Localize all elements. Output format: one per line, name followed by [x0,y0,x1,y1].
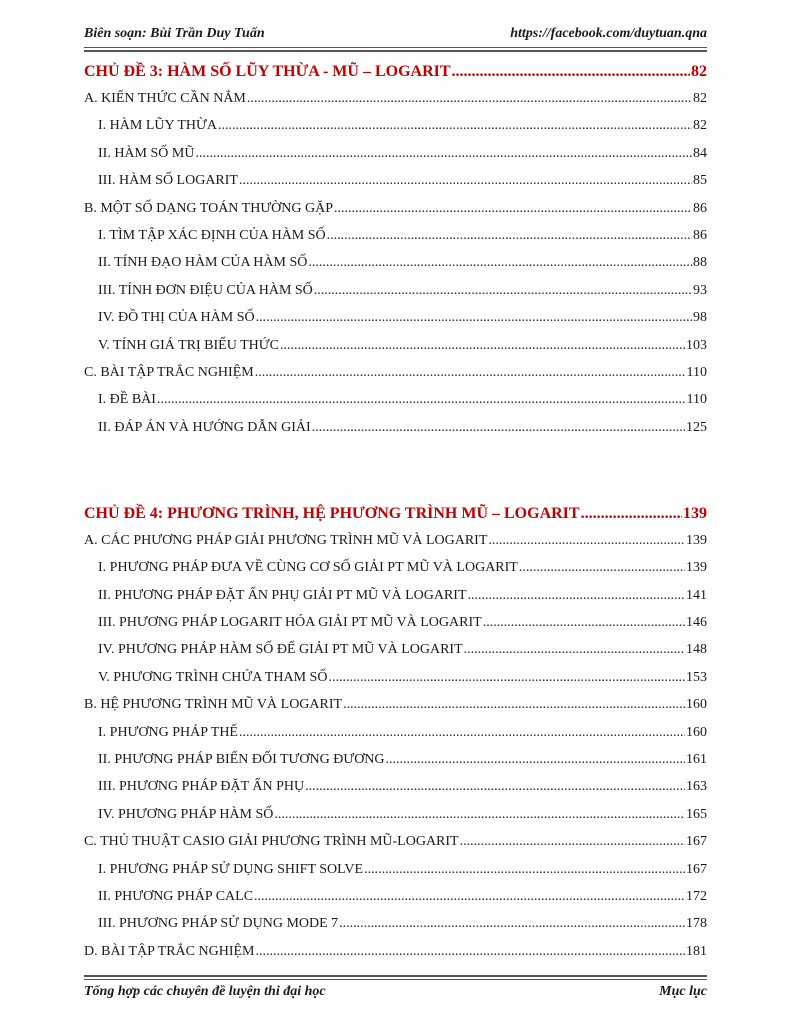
toc-dot-leader [255,943,685,961]
toc-entry-title: A. KIẾN THỨC CẦN NẮM [84,91,246,106]
toc-entry-title: I. PHƯƠNG PHÁP ĐƯA VỀ CÙNG CƠ SỐ GIẢI PT MŨ VÀ LOGARIT [98,560,518,576]
toc-entry[interactable] [84,857,707,879]
header-divider-thick [84,50,707,52]
toc-dot-leader [464,641,685,659]
toc-entry-title: III. PHƯƠNG PHÁP LOGARIT HÓA GIẢI PT MŨ VÀ LOGARIT [98,615,482,630]
toc-dot-leader [460,833,685,851]
toc-entry[interactable] [84,278,707,300]
toc-page-number: 139 [683,504,707,522]
toc-dot-leader [255,364,686,382]
toc-dot-leader [452,63,690,81]
toc-dot-leader [334,200,692,218]
toc-entry-title: V. PHƯƠNG TRÌNH CHỨA THAM SỐ [98,669,328,685]
toc-page-number: 146 [686,615,707,630]
toc-dot-leader [239,172,692,190]
toc-entry[interactable] [84,692,707,714]
toc-entry-title: III. HÀM SỐ LOGARIT [98,173,238,189]
toc-page-number: 98 [693,310,707,326]
toc-entry-title: IV. PHƯƠNG PHÁP HÀM SỐ [98,806,274,822]
toc-entry-title: I. HÀM LŨY THỪA [98,118,217,134]
toc-dot-leader [239,724,685,742]
toc-entry[interactable] [84,555,707,577]
toc-entry[interactable] [84,720,707,742]
toc-page-number: 86 [693,228,707,243]
toc-entry[interactable] [84,113,707,135]
toc-entry[interactable] [84,141,707,163]
footer-book-title: Tổng hợp các chuyên đề luyện thi đại học [84,984,326,999]
toc-entry[interactable] [84,802,707,824]
toc-dot-leader [280,337,685,355]
toc-dot-leader [328,669,685,687]
toc-entry[interactable] [84,939,707,961]
toc-page-number: 165 [686,806,707,822]
toc-entry[interactable] [84,610,707,632]
toc-page-number: 88 [693,255,707,271]
toc-entry-title: C. BÀI TẬP TRẮC NGHIỆM [84,365,254,380]
toc-entry-title: II. TÍNH ĐẠO HÀM CỦA HÀM SỐ [98,255,308,271]
toc-entry-title: III. TÍNH ĐƠN ĐIỆU CỦA HÀM SỐ [98,282,313,298]
toc-entry-title: II. PHƯƠNG PHÁP BIẾN ĐỔI TƯƠNG ĐƯƠNG [98,752,385,767]
toc-dot-leader [483,614,685,632]
toc-page-number: 82 [691,63,707,80]
toc-entry[interactable] [84,747,707,769]
page-footer [84,982,707,1004]
toc-entry[interactable] [84,884,707,906]
toc-page-number: 161 [686,752,707,767]
footer-divider [84,979,707,980]
toc-entry[interactable] [84,360,707,382]
toc-dot-leader [254,888,685,906]
toc-entry[interactable] [84,196,707,218]
header-author: Biên soạn: Bùi Trần Duy Tuấn [84,26,265,41]
toc-dot-leader [218,117,692,135]
toc-dot-leader [195,145,692,163]
toc-dot-leader [519,559,685,577]
toc-dot-leader [314,282,692,300]
toc-page-number: 110 [686,392,707,408]
toc-page-number: 103 [686,337,707,353]
toc-dot-leader [308,254,692,272]
toc-dot-leader [305,778,685,796]
toc-entry-title: I. TÌM TẬP XÁC ĐỊNH CỦA HÀM SỐ [98,228,326,243]
toc-entry-title: II. PHƯƠNG PHÁP ĐẶT ẨN PHỤ GIẢI PT MŨ VÀ LOGARIT [98,587,467,603]
toc-page-number: 84 [693,145,707,161]
toc-entry-title: II. PHƯƠNG PHÁP CALC [98,889,254,904]
toc-entry-title: CHỦ ĐỀ 3: HÀM SỐ LŨY THỪA - MŨ – LOGARIT [84,63,451,80]
toc-dot-leader [327,227,692,245]
toc-entry[interactable] [84,415,707,437]
toc-entry-title: D. BÀI TẬP TRẮC NGHIỆM [84,943,255,959]
toc-page-number: 141 [686,587,707,603]
toc-entry[interactable] [84,387,707,409]
toc-dot-leader [274,806,685,824]
toc-entry-title: III. PHƯƠNG PHÁP SỬ DỤNG MODE 7 [98,916,339,932]
toc-dot-leader [468,587,685,605]
toc-page-number: 163 [686,779,707,795]
toc-page-number: 153 [686,669,707,685]
toc-dot-leader [386,751,685,769]
toc-entry-title: III. PHƯƠNG PHÁP ĐẶT ẨN PHỤ [98,779,305,795]
toc-page-number: 139 [686,560,707,576]
toc-dot-leader [364,861,685,879]
toc-page-number: 167 [686,861,707,877]
toc-page-number: 139 [686,532,707,548]
toc-entry-title: IV. ĐỒ THỊ CỦA HÀM SỐ [98,310,255,326]
toc-page-number: 160 [686,724,707,740]
toc-entry[interactable] [84,86,707,108]
toc-page-number: 82 [693,118,707,134]
toc-page-number: 93 [693,282,707,298]
footer-divider-thick [84,975,707,977]
toc-dot-leader [157,391,686,409]
toc-entry-title: II. ĐÁP ÁN VÀ HƯỚNG DẪN GIẢI [98,419,311,435]
toc-page-number: 148 [686,642,707,658]
toc-page-number: 86 [693,200,707,216]
toc-page-number: 82 [693,91,707,106]
toc-entry-title: IV. PHƯƠNG PHÁP HÀM SỐ ĐỂ GIẢI PT MŨ VÀ LOGARIT [98,642,463,658]
toc-entry[interactable] [84,774,707,796]
toc-entry[interactable] [84,665,707,687]
toc-dot-leader [247,90,692,108]
page-header [84,24,707,46]
toc-entry[interactable] [84,911,707,933]
toc-entry[interactable] [84,250,707,272]
toc-dot-leader [488,532,685,550]
toc-dot-leader [256,309,692,327]
header-divider [84,47,707,48]
toc-entry[interactable] [84,637,707,659]
toc-entry-title: I. ĐỀ BÀI [98,392,156,408]
toc-chapter-entry[interactable] [84,55,707,81]
toc-page-number: 160 [686,697,707,713]
toc-chapter-entry[interactable] [84,497,707,523]
toc-entry-title: B. HỆ PHƯƠNG TRÌNH MŨ VÀ LOGARIT [84,697,343,713]
toc-dot-leader [581,505,682,523]
toc-entry[interactable] [84,305,707,327]
toc-entry[interactable] [84,829,707,851]
toc-entry-title: I. PHƯƠNG PHÁP SỬ DỤNG SHIFT SOLVE [98,861,364,877]
toc-page-number: 167 [686,834,707,850]
toc-page-number: 178 [686,916,707,932]
footer-section: Mục lục [659,984,707,999]
toc-entry-title: C. THỦ THUẬT CASIO GIẢI PHƯƠNG TRÌNH MŨ-LOGARIT [84,834,459,850]
toc-entry[interactable] [84,528,707,550]
toc-page-number: 110 [686,365,707,380]
toc-entry-title: CHỦ ĐỀ 4: PHƯƠNG TRÌNH, HỆ PHƯƠNG TRÌNH MŨ – LOGARIT [84,504,580,522]
toc-entry[interactable] [84,583,707,605]
toc-dot-leader [343,696,685,714]
header-link[interactable]: https://facebook.com/duytuan.qna [510,26,707,41]
toc-entry-title: V. TÍNH GIÁ TRỊ BIỂU THỨC [98,337,279,353]
toc-page-number: 125 [686,419,707,435]
toc-entry[interactable] [84,333,707,355]
toc-entry-title: II. HÀM SỐ MŨ [98,145,195,161]
toc-page-number: 85 [693,173,707,189]
toc-entry-title: I. PHƯƠNG PHÁP THẾ [98,724,238,740]
toc-entry[interactable] [84,223,707,245]
toc-entry-title: A. CÁC PHƯƠNG PHÁP GIẢI PHƯƠNG TRÌNH MŨ VÀ LOGARIT [84,532,488,548]
toc-page-number: 181 [686,943,707,959]
toc-entry-title: B. MỘT SỐ DẠNG TOÁN THƯỜNG GẶP [84,200,334,216]
toc-page-number: 172 [686,889,707,904]
toc-dot-leader [312,419,685,437]
toc-entry[interactable] [84,168,707,190]
toc-dot-leader [339,915,685,933]
